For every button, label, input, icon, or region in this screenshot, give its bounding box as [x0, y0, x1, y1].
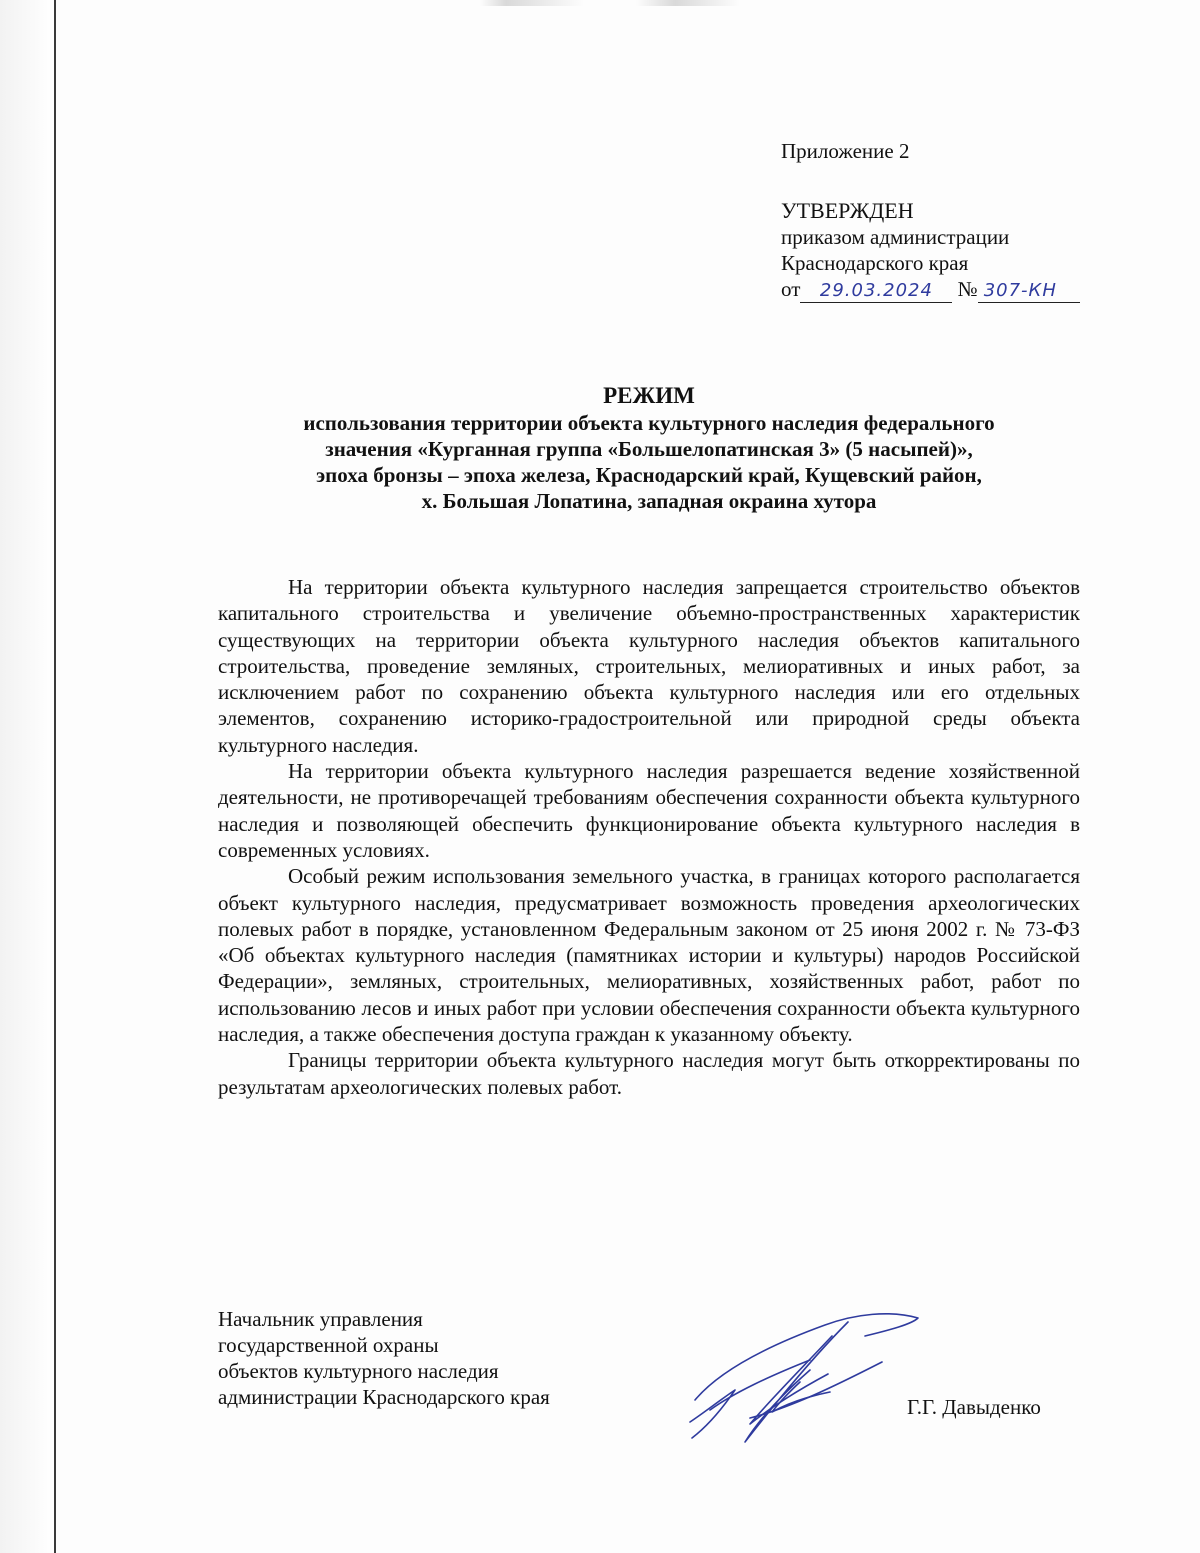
- title-subtitle-line: значения «Курганная группа «Большелопатинская 3» (5 насыпей)»,: [325, 437, 973, 461]
- body-paragraph: На территории объекта культурного наследия разрешается ведение хозяйственной деятельности, не противоречащей требованиям обеспечения сохранности объекта культурного наследия и позволяющей обеспечить функционирование объекта культурного наследия в современных условиях.: [218, 759, 1080, 862]
- body-paragraph: Особый режим использования земельного участка, в границах которого располагается объект культурного наследия, предусматривает возможность проведения археологических полевых работ в порядке, установленном Федеральным законом от 25 июня 2002 г. № 73-ФЗ «Об объектах культурного наследия (памятниках истории и культуры) народов Российской Федерации», земляных, строительных, мелиоративных, хозяйственных работ, работ по использованию лесов и иных работ при условии обеспечения сохранности объекта культурного наследия, а также обеспечения доступа граждан к указанному объекту.: [218, 864, 1080, 1047]
- handwritten-signature: [650, 1300, 950, 1460]
- approved-label: УТВЕРЖДЕН: [781, 198, 914, 223]
- appendix-label: Приложение 2: [781, 139, 910, 163]
- scan-artifact: [480, 0, 740, 6]
- approved-by-line-1: приказом администрации: [781, 225, 1010, 249]
- title-subtitle-line: эпоха бронзы – эпоха железа, Краснодарский край, Кущевский район,: [316, 463, 982, 487]
- approved-by-line-2: Краснодарского края: [781, 251, 969, 275]
- document-title: РЕЖИМ: [603, 383, 695, 408]
- title-subtitle-line: х. Большая Лопатина, западная окраина хутора: [421, 489, 877, 513]
- order-from-label: от: [781, 277, 801, 301]
- title-subtitle-line: использования территории объекта культурного наследия федерального: [303, 411, 995, 435]
- signatory-position: [218, 1306, 550, 1410]
- body-paragraph: Границы территории объекта культурного наследия могут быть откорректированы по результатам археологических полевых работ.: [218, 1048, 1080, 1099]
- position-line: администрации Краснодарского края: [218, 1385, 550, 1409]
- page-edge-line: [54, 0, 56, 1553]
- order-line: [781, 276, 1080, 303]
- order-date: 29.03.2024: [800, 280, 952, 303]
- position-line: Начальник управления: [218, 1307, 423, 1331]
- body-paragraph: На территории объекта культурного наследия запрещается строительство объектов капитального строительства и увеличение объемно-пространственных характеристик существующих на территории объекта культурного наследия объектов капитального строительства, проведение земляных, строительных, мелиоративных и иных работ, за исключением работ по сохранению объекта культурного наследия или его отдельных элементов, сохранению историко-градостроительной или природной среды объекта культурного наследия.: [218, 575, 1080, 757]
- signer-name: Г.Г. Давыденко: [907, 1395, 1041, 1419]
- scan-margin: [0, 0, 54, 1553]
- document-title-block: [218, 382, 1080, 514]
- order-number: 307-КН: [978, 280, 1080, 303]
- approval-block: [781, 138, 1080, 303]
- order-number-label: №: [957, 277, 978, 301]
- position-line: объектов культурного наследия: [218, 1359, 499, 1383]
- document-body: [218, 574, 1080, 1100]
- position-line: государственной охраны: [218, 1333, 439, 1357]
